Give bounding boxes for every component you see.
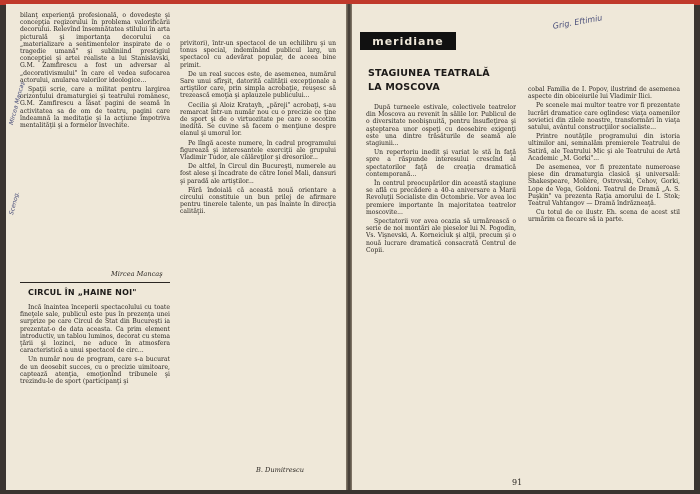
paragraph: Un număr nou de program, care s-a bucurat de un deosebit succes, cu o precizie uimitoare, captează atenţia, emoţionînd tribunele şi trezindu-le de sport (participanţi şi: [20, 356, 170, 386]
article-headline: STAGIUNEA TEATRALĂ: [368, 68, 490, 79]
paragraph: cobal Familia de I. Popov, ilustrind de asemenea aspecte din obiceiurile lui Vladimir Ilici.: [528, 86, 680, 101]
left-column-2: [180, 40, 336, 460]
paragraph: Încă înaintea începerii spectacolului cu toate fineţele sale, publicul este pus în prezenţa unei surprize pe care Circul de Stat din Bucureşti ia prezentat-o de data aceasta. Ca prim element introductiv, un tablou luminos, decorat cu stema ţării şi lozinci, ne aduce în atmosfera caracteristică a unui spectacol de circ...: [20, 304, 170, 355]
right-column-1: [366, 104, 516, 464]
margin-handwriting: Grig. Eftimiu: [552, 13, 604, 31]
left-column-1: [20, 12, 170, 264]
right-column-2: [528, 86, 680, 476]
paragraph: Cecilia şi Aloiz Kratayh, „păreji" acrobaţi, s-au remarcat într-un număr nou cu o precizie ce ţine de sport şi de o virtuozitate pe care o socotim inedită. Se cuvine să facem o menţiune despre elanul şi umorul lor.: [180, 101, 336, 138]
paragraph: Un repertoriu inedit şi variat le stă în faţă spre a răspunde interesului crescînd al spectatorilor faţă de creaţia dramatică contemporană...: [366, 149, 516, 178]
paragraph: Cu totul de ce ilustr. Eh. scena de acest stil urmărim ca fiecare să ia parte.: [528, 209, 680, 224]
paragraph: Fără îndoială că această nouă orientare a circului constituie un bun prilej de afirmare pentru tinerele talente, un pas înainte în direcţia calităţii.: [180, 186, 336, 216]
left-column-1-body: [20, 304, 170, 482]
divider: [20, 282, 170, 283]
margin-handwriting: Mircea Mancaş: [8, 80, 27, 126]
page-number: 91: [512, 478, 523, 487]
paragraph: privitori), într-un spectacol de un echilibru şi un tonus special, indemînând publicul larg, un spectacol cu adevărat popular, de aceea bine primit.: [180, 40, 336, 69]
left-page: [6, 4, 346, 490]
paragraph: De asemenea, vor fi prezentate numeroase piese din dramaturgia clasică şi universală: Shakespeare, Molière, Ostrovski, Cehov, Gorki, Lope de Vega, Goldoni. Teatrul de Dramă „A. S. Puşkin" va prezenta Raţia amorului de I. Stok; Teatrul Vahtangov — Dramă îndrăzneaţă.: [528, 164, 680, 208]
paragraph: bilanţ experienţă profesională, o dovedeşte şi concepţia regizorului în problema valorificării decorului. Relevînd însemnătatea stilului în arta picturală şi importanţa decorului ca „materializare a sentimentelor inspirate de o tragedie umană" şi subliniind prestigiul concepţiei şi artei realiste a lui Stanislavski, G.M. Zamfirescu a fost un adversar al „decorativismului" în care el vedea sufocarea actorului, anularea valorilor ideologice...: [20, 12, 170, 84]
paragraph: De un real succes este, de asemenea, numărul Sare unui sfîrşit, datorită calităţii excepţionale a artiştilor care, prin simpla acrobaţie, reuşesc să trezească emoţia şi aplauzele publicului...: [180, 70, 336, 100]
paragraph: Pe lîngă aceste numere, în cadrul programului figurează şi interesantele exerciţii ale grupului Vladimir Tudor, ale călăreţilor şi dresorilor...: [180, 139, 336, 162]
author-signature: Mircea Mancaş: [111, 270, 163, 278]
paragraph: Printre noutăţile programului din istoria ultimilor ani, semnalăm premierele Teatrului de Satiră, ale Teatrului Mic şi ale Teatrului de Artă Academic „M. Gorki"...: [528, 133, 680, 162]
paragraph: După turneele estivale, colectivele teatrelor din Moscova au revenit în sălile lor. Publicul de o diversitate neobişnuită, pentru însufleţirea şi aşteptarea unor ospeţi cu deosebire exigenţi este una dintre trăsăturile de seamă ale stagiunii...: [366, 104, 516, 148]
section-banner: meridiane: [360, 32, 456, 50]
margin-handwriting: Scenog.: [8, 190, 21, 216]
author-signature: B. Dumitrescu: [256, 466, 304, 474]
section-heading: CIRCUL ÎN „HAINE NOI": [28, 288, 137, 297]
article-headline: LA MOSCOVA: [368, 82, 440, 93]
paragraph: În centrul preocupărilor din această stagiune se află cu precădere a 40-a aniversare a Marii Revoluţii Socialiste din Octombrie. Vor avea loc premiere importante în majoritatea teatrelor moscovite...: [366, 180, 516, 216]
paragraph: Spectatorii vor avea ocazia să urmărească o serie de noi montări ale pieselor lui N. Pogodin, Vs. Vişnevski, A. Korneiciuk şi alţii, precum şi o nouă lucrare dramatică consacrată Centrul de Copii.: [366, 218, 516, 254]
paragraph: Spaţii scrie, care a militat pentru largirea orizontului dramaturgiei şi teatrului românesc, G.M. Zamfirescu a lăsat pagini de seamă în activitatea sa de om de teatru, pagini care îndeamnă la meditaţie şi la acţiune împotriva mentalităţii şi a formelor învechite.: [20, 86, 170, 130]
right-page: [352, 4, 694, 490]
paragraph: Pe scenele mai multor teatre vor fi prezentate lucrări dramatice care oglindesc viaţa oamenilor sovietici din zilele noastre, transformări în viaţa satului, avântul construcţiilor socialiste...: [528, 102, 680, 132]
paragraph: De altfel, în Circul din Bucureşti, numerele au fost alese şi încadrate de către Ionel Mali, dansuri şi paradă ale artiştilor...: [180, 163, 336, 185]
